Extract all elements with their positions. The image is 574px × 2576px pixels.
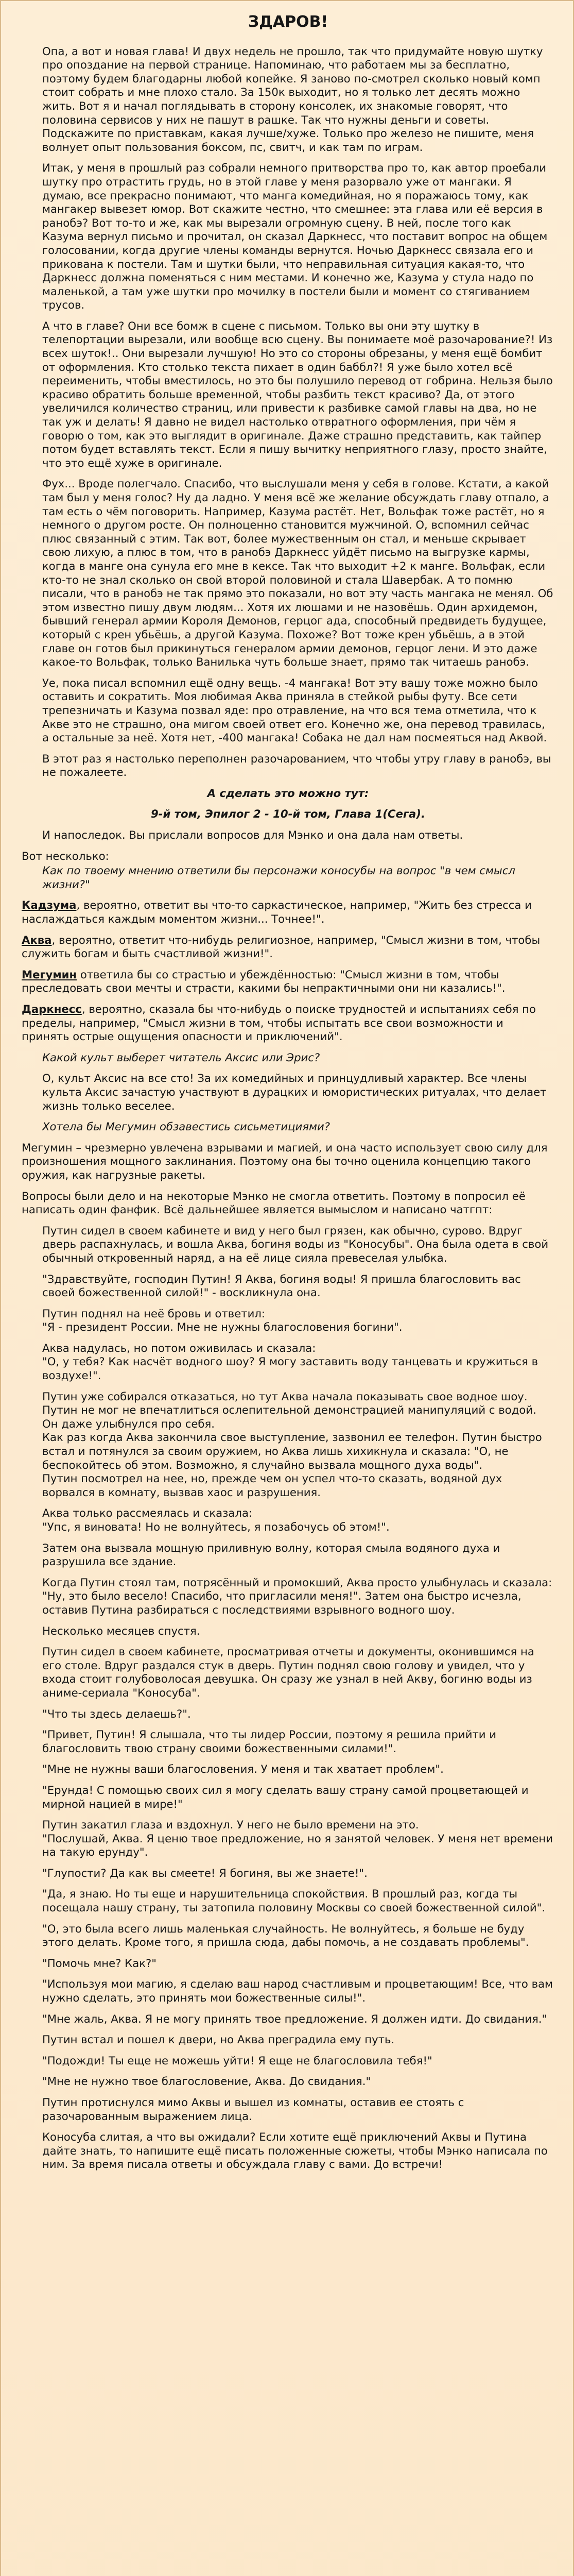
intro [22,44,557,779]
intro-paragraph: Фух... Вроде полегчало. Спасибо, что выслушали меня у себя в голове. Кстати, а какой там был у меня голос? Ну да ладно. У меня всё же желание обсуждать главу отпало, а там есть о чём поговорить. Например, Казума растёт. Нет, Вольфак тоже растёт, но я немного о другом росте. Он полноценно становится мужчиной. О, вспомнил сейчас плюс связанный с этим. Так вот, более мужественным он стал, и меньше скрывает свою лихую, а плюс в том, что в ранобэ Даркнесс уйдёт письмо на выгрузке кармы, когда в манге она сунула его мне в кексе. Так что выходит +2 к манге. Вольфак, если кто-то не знал сколько он свой второй половиной и стала Шавербак. А то помню писали, что в ранобэ не так прямо это показали, но вот эту часть мангака не менял. Об этом известно пишу двум людям... Хотя их люшами и не назовёшь. Один архидемон, бывший генерал армии Короля Демонов, герцог ада, способный предвидеть будущее, который с крен убьёшь, а другой Казума. Похоже? Вот тоже крен убьёшь, а в этой главе он готов был прикинуться генералом армии демонов, герцог лени. И это даже какое-то Вольфак, только Ванилька чуть больше знает, прямо так читаешь ранобэ. [42,477,557,669]
story-paragraph: "Помочь мне? Как?" [42,1956,156,1970]
section-megumin [22,1120,554,1182]
story-paragraph: "Мне не нужны ваши благословения. У меня и так хватает проблем". [42,1762,444,1776]
intro-paragraph: Уе, пока писал вспомнил ещё одну вещь. -4 мангака! Вот эту вашу тоже можно было оставить и сократить. Моя любимая Аква приняла в стейкой рыбы футу. Все сети трепезничать и Казума позвал яде: про отравление, на что вся тема отметила, что к Акве это не страшно, она мигом своей ответ его. Конечно же, она перевод травилась, а остальные за неё. Хотя нет, -400 мангака! Собака не дал нам посмеяться над Аквой. [42,676,549,744]
answer-text: , вероятно, сказала бы что-нибудь о поиске трудностей и испытаниях себя по пределы, например, "Смысл жизни в том, чтобы испытать все свои возможности и принять острые ощущения опасности и приключений". [22,1003,540,1043]
answer-text: ответила бы со страстью и убеждённостью: "Смысл жизни в том, чтобы преследовать свои мечты и страсти, какими бы непрактичными они ни казались!". [22,968,506,995]
story-paragraph: "Подожди! Ты еще не можешь уйти! Я еще не благословила тебя!" [42,2054,432,2067]
story-paragraph: "Используя мои магию, я сделаю ваш народ счастливым и процветающим! Все, что вам нужно сделать, это принять мои божественные силы!". [42,1977,556,2005]
question: Хотела бы Мегумин обзавестись сисьметициями? [42,1120,331,1133]
story-paragraph: Путин встал и пошел к двери, но Аква преградила ему путь. [42,2033,395,2046]
putin-intro: Вопросы были дело и на некоторые Мэнко не смогла ответить. Поэтому в попросил её написать один фанфик. Всё дальнейшее является вымыслом и написано чатгпт: [22,1189,529,1216]
story-paragraph: Аква только рассмеялась и сказала: "Упс, я виновата! Но не волнуйтесь, я позабочусь об этом!". [42,1506,390,1533]
question: Как по твоему мнению ответили бы персонажи коносубы на вопрос "в чем смысл жизни?" [42,864,519,891]
answer [22,968,554,995]
answer-name: Даркнесс [22,1003,82,1015]
story [22,1224,554,2123]
story-paragraph: "О, это была всего лишь маленькая случайность. Не волнуйтесь, я больше не буду этого делать. Кроме того, я пришла сюда, дабы помочь, а не создавать проблемы". [42,1922,529,1949]
answer-name: Кадзума [22,899,77,912]
story-paragraph: "Да, я знаю. Но ты еще и нарушительница спокойствия. В прошлый раз, когда ты посещала нашу страну, ты затопила половину Москвы со своей божественной силой". [42,1887,546,1914]
story-paragraph: "Привет, Путин! Я слышала, что ты лидер России, поэтому я решила прийти и благословить твою страну своими божественными силами!". [42,1728,500,1755]
answer-name: Мегумин [22,968,77,981]
story-paragraph: Затем она вызвала мощную приливную волну, которая смыла водяного духа и разрушила все здание. [42,1541,504,1568]
intro-paragraph: Опа, а вот и новая глава! И двух недель не прошло, так что придумайте новую шутку про опоздание на первой странице. Напоминаю, что работаем мы за бесплатно, поэтому будем благодарны любой копейке. Я заново по-смотрел сколько новый комп стоит собрать и мне плохо стало. За 150к выходит, но я только лет десять можно жить. Вот я и начал поглядывать в сторону консолек, их знакомые говорят, что половина сервисов у них не пашут в рашке. Так что нужны деньги и советы. Подскажите по приставкам, какая лучше/хуже. Только про железо не пишите, меня волнует опыт пользования боксом, пс, свитч, и как там по играм. [42,44,547,154]
todo-volume: 9-й том, Эпилог 2 - 10-й том, Глава 1(Сега). [150,807,426,821]
answer-text: , вероятно, ответит вы что-то саркастическое, например, "Жить без стресса и наслаждаться каждым моментом жизни... Точнее!". [22,899,535,926]
todo-heading: А сделать это можно тут: [207,786,369,800]
story-paragraph: Путин закатил глаза и вздохнул. У него не было времени на это. "Послушай, Аква. Я ценю твое предложение, но я занятой человек. У меня нет времени на такую ерунду". [42,1818,553,1859]
answer [22,899,554,926]
story-paragraph: Несколько месяцев спустя. [42,1624,200,1637]
story-paragraph: Когда Путин стоял там, потрясённый и промокший, Аква просто улыбнулась и сказала: "Ну, это было весело! Спасибо, что пригласили меня!". Затем она быстро исчезла, оставив Путина разбираться с последствиями взрывного водного шоу. [42,1575,552,1616]
question: Какой культ выберет читатель Аксис или Эрис? [42,1050,320,1064]
story-paragraph: "Что ты здесь делаешь?". [42,1707,191,1720]
questions-intro: И напоследок. Вы прислали вопросов для Мэнко и она дала нам ответы. [42,828,463,842]
story-paragraph: "Глупости? Да как вы смеете! Я богиня, вы же знаете!". [42,1866,368,1879]
story-paragraph: Путин поднял на неё бровь и ответил: "Я - президент России. Мне не нужны благословения богини". [42,1307,403,1334]
story-paragraph: Путин протиснулся мимо Аквы и вышел из комнаты, оставив ее стоять с разочарованным выражением лица. [42,2096,468,2123]
story-paragraph: "Ерунда! С помощью своих сил я могу сделать вашу страну самой процветающей и мирной нацией в мире!" [42,1783,532,1810]
story-paragraph: Аква надулась, но потом оживилась и сказала: "О, у тебя? Как насчёт водного шоу? Я могу заставить воду танцевать и кружиться в воздухе!". [42,1341,538,1382]
answer-name: Аква [22,933,52,946]
answer [22,934,554,961]
page-title: ЗДАРОВ! [248,13,328,31]
content [22,13,557,2179]
story-paragraph: "Мне жаль, Аква. Я не могу принять твое предложение. Я должен идти. До свидания." [42,2012,547,2025]
intro-paragraph: Итак, у меня в прошлый раз собрали немного притворства про то, как автор проебали шутку про отрастить грудь, но в этой главе у меня разорвало уже от мангаки. Я думаю, все прекрасно понимают, что манга комедийная, но я поражаюсь тому, как мангакер вывезет юмор. Вот скажите честно, что смешнее: эта глава или её версия в ранобэ? Вот то-то и же, как мы вырезали огромную сцену. В ней, после того как Казума вернул письмо и прочитал, он сказал Даркнесс, что поставит вопрос на общем голосовании, когда другие члены команды вернутся. Ночью Даркнесс связала его и прикована к постели. Там и шутки были, что неправильная ситуация какая-то, что Даркнесс должна поменяться с ним местами. И конечно же, Казума у стула надо по маленькой, а там уже шутки про мочилку в постели были и момент со стягиванием трусов. [42,161,551,312]
answer: Мегумин – чрезмерно увлечена взрывами и магией, и она часто использует свою силу для произношения мощного заклинания. Поэтому она бы точно оценила концепцию такого оружия, как нагрузные ракеты. [22,1141,551,1181]
answer-text: , вероятно, ответит что-нибудь религиозное, например, "Смысл жизни в том, чтобы служить богам и быть счастливой жизни!". [22,933,544,960]
section-label: Вот несколько: [22,849,109,862]
story-paragraph: Путин сидел в своем кабинете и вид у него был грязен, как обычно, сурово. Вдруг дверь распахнулась, и вошла Аква, богиня воды из "Коносубы". Она была одета в свой обычный откровенный наряд, а на её лице сияла превеселая улыбка. [42,1224,552,1264]
story-paragraph: Путин сидел в своем кабинете, просматривая отчеты и документы, оконившимся на его столе. Вдруг раздался стук в дверь. Путин поднял свою голову и увидел, что у входа стоит голубоволосая девушка. Он сразу же узнал в ней Акву, богиню воды из аниме-сериала "Коносуба". [42,1645,538,1699]
story-paragraph: "Здравствуйте, господин Путин! Я Аква, богиня воды! Я пришла благословить вас своей божественной силой!" - воскликнула она. [42,1272,525,1299]
section-cult [22,1051,554,1113]
intro-paragraph: А что в главе? Они все бомж в сцене с письмом. Только вы они эту шутку в телепортации вырезали, или вообще всю сцену. Вы понимаете моё разочарование?! Из всех шуток!.. Они вырезали лучшую! Но это со стороны обрезаны, у меня ещё бомбит от оформления. Кто столько текста пихает в один баббл?! Я уже было хотел всё переименить, чтобы вместилось, но это бы полушило перевод от гобрина. Нельзя было красиво обратить больше временной, чтобы разбить текст красиво? Да, от этого увеличился количество страниц, или привести к разбивке самой главы на два, но не так уж и делать! Я давно не видел настолько отвратного оформления, при чём я говорю о том, как это выглядит в оригинале. Даже страшно представить, как тайпер потом будет вставлять текст. Если я пишу вычитку неприятного глазу, просто знайте, что это ещё хуже в оригинале. [42,319,556,469]
answer [22,1003,554,1044]
intro-paragraph: В этот раз я настолько переполнен разочарованием, что чтобы утру главу в ранобэ, вы не пожалеете. [42,752,555,779]
outro: Коносуба слитая, а что вы ожидали? Если хотите ещё приключений Аквы и Путина дайте знать, то напишите ещё писать положенные сюжеты, чтобы Мэнко написала по ним. За время писала ответы и обсуждала главу с вами. До встречи! [42,2130,551,2171]
story-paragraph: Путин уже собирался отказаться, но тут Аква начала показывать свое водное шоу. Путин не мог не впечатлиться ослепительной демонстрацией манипуляций с водой. Он даже улыбнулся про себя. Как раз когда Аква закончила свое выступление, зазвонил ее телефон. Путин быстро встал и потянулся за своим оружием, но Аква лишь хихикнула и сказала: "О, не беспокойтесь об этом. Возможно, я случайно вызвала мощного духа воды". Путин посмотрел на нее, но, прежде чем он успел что-то сказать, водяной дух ворвался в комнату, вызвав хаос и разрушения. [42,1389,542,1499]
section-meaning-of-life [22,850,554,1044]
story-paragraph: "Мне не нужно твое благословение, Аква. До свидания." [42,2075,371,2088]
answer: О, культ Аксис на все сто! За их комедийных и принцудливый характер. Все члены культа Аксис зачастую участвуют в дурацких и юмористических ритуалах, что делает жизнь только веселее. [42,1072,550,1112]
